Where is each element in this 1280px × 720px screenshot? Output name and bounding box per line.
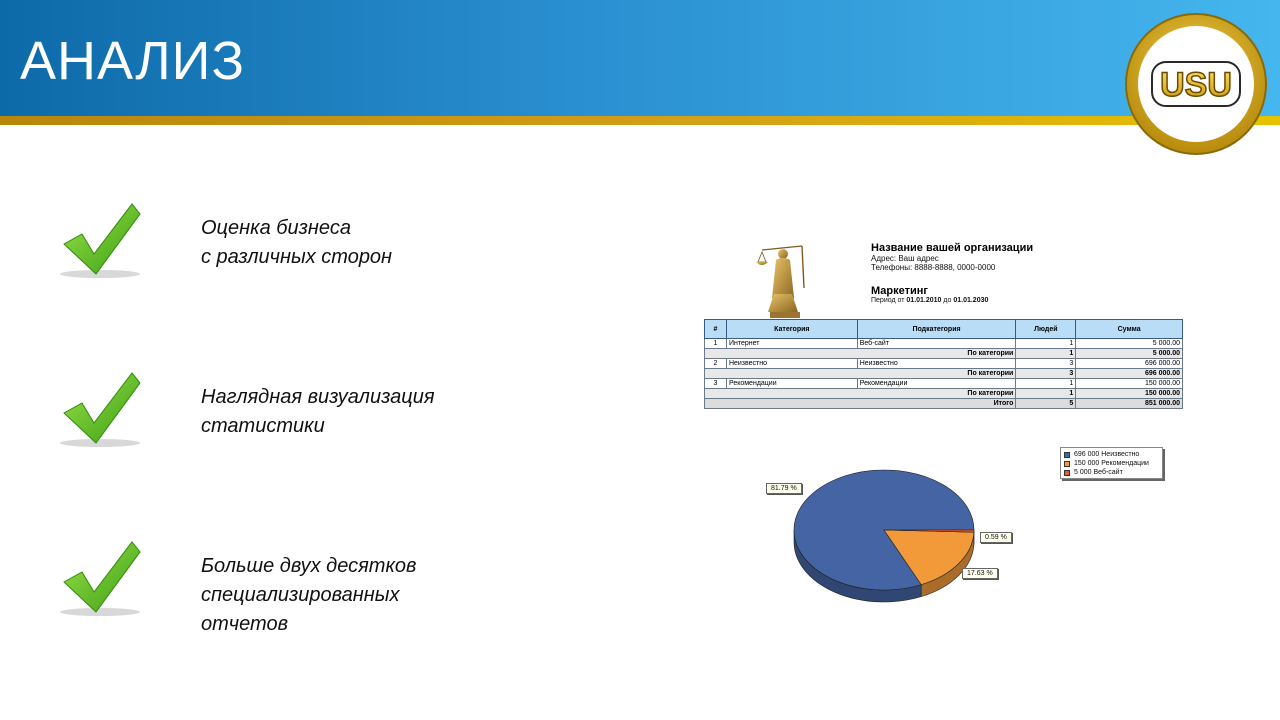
subtotal-label: По категории bbox=[705, 349, 1016, 359]
slice-percent-label: 17.63 % bbox=[962, 568, 998, 579]
bullet-line: Наглядная визуализация bbox=[201, 386, 435, 408]
sum-cell: 5 000.00 bbox=[1076, 339, 1183, 349]
legend-label: 5 000 Веб-сайт bbox=[1074, 469, 1123, 476]
legend-swatch bbox=[1064, 461, 1070, 467]
slice-percent-label: 0.59 % bbox=[980, 532, 1012, 543]
legend-entry bbox=[1064, 459, 1159, 468]
total-row bbox=[705, 399, 1183, 409]
bullet-line: с различных сторон bbox=[201, 246, 393, 268]
subcategory-cell: Рекомендации bbox=[857, 379, 1016, 389]
checkmark-icon bbox=[56, 540, 152, 620]
people-cell: 1 bbox=[1016, 339, 1076, 349]
gold-stripe bbox=[0, 116, 1280, 125]
logo-text: USU bbox=[1160, 66, 1232, 104]
title-banner bbox=[0, 0, 1280, 116]
subtotal-row bbox=[705, 389, 1183, 399]
legend-entry bbox=[1064, 450, 1159, 459]
row-number: 2 bbox=[705, 359, 727, 369]
row-number: 3 bbox=[705, 379, 727, 389]
subtotal-row bbox=[705, 349, 1183, 359]
sum-cell: 150 000.00 bbox=[1076, 379, 1183, 389]
checkmark-icon bbox=[56, 202, 152, 282]
legend-swatch bbox=[1064, 470, 1070, 476]
column-header: # bbox=[705, 320, 727, 339]
bullet-line: статистики bbox=[201, 415, 325, 437]
organization-phones: Телефоны: 8888-8888, 0000-0000 bbox=[871, 263, 996, 272]
legend-label: 696 000 Неизвестно bbox=[1074, 451, 1140, 458]
slice-percent-label: 81.79 % bbox=[766, 483, 802, 494]
table-row bbox=[705, 359, 1183, 369]
subtotal-label: По категории bbox=[705, 369, 1016, 379]
table-row bbox=[705, 339, 1183, 349]
bullet-item bbox=[56, 202, 536, 302]
sum-cell: 696 000.00 bbox=[1076, 369, 1183, 379]
organization-name: Название вашей организации bbox=[871, 242, 1034, 254]
bullet-line: Оценка бизнеса bbox=[201, 217, 351, 239]
column-header: Людей bbox=[1016, 320, 1076, 339]
table-header-row bbox=[705, 320, 1183, 339]
legend-swatch bbox=[1064, 452, 1070, 458]
people-cell: 5 bbox=[1016, 399, 1076, 409]
bullet-item bbox=[56, 371, 536, 471]
usu-logo bbox=[1124, 12, 1268, 156]
legend-label: 150 000 Рекомендации bbox=[1074, 460, 1149, 467]
report-period: Период от 01.01.2010 до 01.01.2030 bbox=[871, 297, 989, 304]
category-cell: Интернет bbox=[726, 339, 857, 349]
report-table bbox=[704, 319, 1183, 409]
report-title: Маркетинг bbox=[871, 285, 928, 297]
bullet-item bbox=[56, 540, 536, 640]
subcategory-cell: Неизвестно bbox=[857, 359, 1016, 369]
category-cell: Неизвестно bbox=[726, 359, 857, 369]
marketing-report bbox=[704, 238, 1184, 418]
pie-chart bbox=[750, 440, 1180, 620]
subtotal-row bbox=[705, 369, 1183, 379]
people-cell: 1 bbox=[1016, 349, 1076, 359]
legend-entry bbox=[1064, 468, 1159, 477]
pie-chart-graphic bbox=[750, 440, 990, 620]
justice-statue-icon bbox=[752, 238, 814, 320]
chart-legend bbox=[1060, 447, 1163, 479]
page-title: АНАЛИЗ bbox=[20, 31, 246, 91]
people-cell: 3 bbox=[1016, 369, 1076, 379]
sum-cell: 150 000.00 bbox=[1076, 389, 1183, 399]
total-label: Итого bbox=[705, 399, 1016, 409]
table-row bbox=[705, 379, 1183, 389]
organization-address: Адрес: Ваш адрес bbox=[871, 254, 939, 263]
sum-cell: 851 000.00 bbox=[1076, 399, 1183, 409]
category-cell: Рекомендации bbox=[726, 379, 857, 389]
bullet-line: специализированных bbox=[201, 584, 400, 606]
column-header: Сумма bbox=[1076, 320, 1183, 339]
subtotal-label: По категории bbox=[705, 389, 1016, 399]
bullet-line: Больше двух десятков bbox=[201, 555, 417, 577]
column-header: Категория bbox=[726, 320, 857, 339]
bullet-line: отчетов bbox=[201, 613, 289, 635]
sum-cell: 5 000.00 bbox=[1076, 349, 1183, 359]
column-header: Подкатегория bbox=[857, 320, 1016, 339]
subcategory-cell: Веб-сайт bbox=[857, 339, 1016, 349]
sum-cell: 696 000.00 bbox=[1076, 359, 1183, 369]
people-cell: 1 bbox=[1016, 389, 1076, 399]
row-number: 1 bbox=[705, 339, 727, 349]
people-cell: 3 bbox=[1016, 359, 1076, 369]
checkmark-icon bbox=[56, 371, 152, 451]
people-cell: 1 bbox=[1016, 379, 1076, 389]
